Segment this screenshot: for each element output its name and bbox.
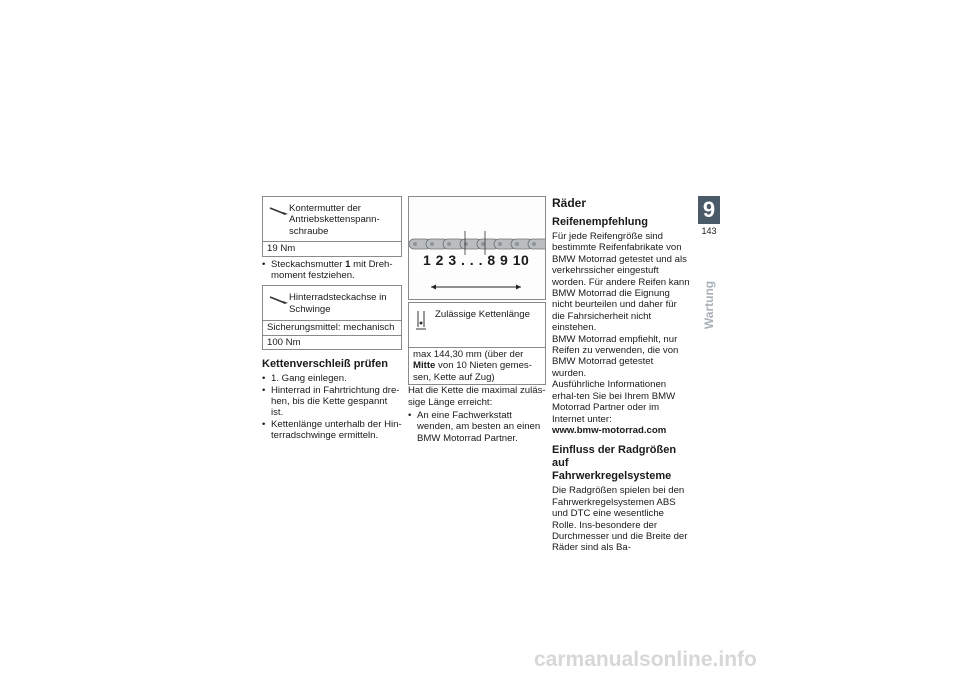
paragraph: Die Radgrößen spielen bei den Fahrwerkregelsystemen ABS und DTC eine wesentliche Rolle. Ins-besondere der Durchmesser und die Breite der Räder sind als Ba- [552, 485, 688, 554]
chapter-tab [698, 196, 720, 236]
paragraph: Ausführliche Informationen erhal-ten Sie bei Ihrem BMW Motorrad Partner oder im Internet unter: [552, 379, 676, 425]
paragraph: Für jede Reifengröße sind bestimmte Reifenfabrikate von BMW Motorrad getestet und als verkehrssicher eingestuft worden. Für andere Reifen kann BMW Motorrad die Eignung nicht beurteilen und daher für die Fahrsicherheit nicht einstehen. [552, 231, 690, 334]
chapter-section-title: Räder [552, 196, 587, 210]
subsection-title-tyre: Reifenempfehlung [552, 216, 648, 228]
column-right [552, 196, 690, 554]
section-title-chain-wear: Kettenverschleiß prüfen [262, 358, 388, 371]
torque-spec-axle [262, 285, 402, 350]
bullet-list [262, 259, 402, 282]
website-link[interactable]: www.bmw-motorrad.com [552, 424, 667, 436]
list-item: • Steckachsmutter 1 mit Dreh-moment festziehen. [262, 259, 402, 282]
caliper-icon [415, 309, 431, 333]
list-item: • Hinterrad in Fahrtrichtung dre-hen, bis die Kette gespannt ist. [262, 385, 402, 419]
page-number: 143 [701, 226, 717, 236]
spec-value: 100 Nm [263, 335, 401, 349]
paragraph: Hat die Kette die maximal zuläs-sige Länge erreicht: [408, 385, 546, 408]
chain-illustration [409, 197, 546, 299]
chain-length-spec [408, 302, 546, 385]
torque-spec-tensioner [262, 196, 402, 257]
rivet-count-label: 1 2 3 . . . 8 9 10 [423, 252, 530, 268]
chapter-name-vertical: Wartung [702, 280, 716, 330]
watermark: carmanualsonline.info [534, 648, 757, 671]
list-item: • An eine Fachwerkstatt wenden, am besten an einen BMW Motorrad Partner. [408, 410, 546, 444]
column-middle [408, 196, 546, 444]
spec-row-securing: Sicherungsmittel: mechanisch [263, 320, 401, 334]
spec-label: Hinterradsteckachse in Schwinge [289, 292, 387, 315]
bullet-list [408, 410, 546, 444]
list-item: • Kettenlänge unterhalb der Hin-terradschwinge ermitteln. [262, 419, 402, 442]
spec-label: Kontermutter der Antriebskettenspann-schraube [289, 203, 380, 237]
wrench-icon [269, 296, 289, 304]
steps-list [262, 373, 402, 441]
chapter-number: 9 [698, 196, 720, 224]
spec-value: 19 Nm [263, 241, 401, 255]
paragraph: BMW Motorrad empfiehlt, nur Reifen zu verwenden, die von BMW Motorrad getestet wurden. [552, 333, 679, 379]
wrench-icon [269, 207, 289, 215]
spec-label: Zulässige Kettenlänge [435, 309, 530, 320]
column-left [262, 196, 402, 442]
subsection-title-wheel-size: Einfluss der Radgrößen auf Fahrwerkregelsysteme [552, 444, 677, 483]
list-item: • 1. Gang einlegen. [262, 373, 402, 384]
spec-value: max 144,30 mm (über der Mitte von 10 Nieten gemes-sen, Kette auf Zug) [409, 347, 545, 384]
chain-figure [408, 196, 546, 300]
